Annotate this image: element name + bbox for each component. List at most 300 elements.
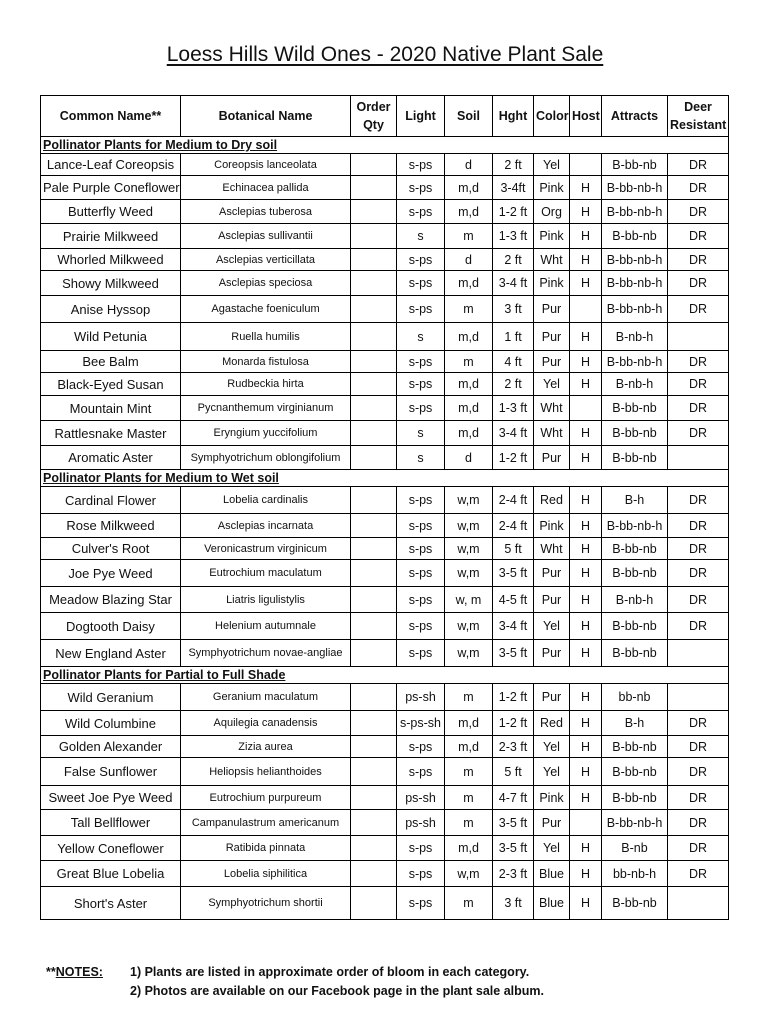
cell-deer-resistant: DR xyxy=(668,711,729,736)
header-order-line2: Qty xyxy=(363,118,384,132)
cell-host: H xyxy=(570,351,602,373)
cell-host: H xyxy=(570,538,602,560)
cell-deer-resistant: DR xyxy=(668,271,729,296)
cell-soil: m,d xyxy=(445,200,493,224)
cell-order-qty[interactable] xyxy=(351,538,397,560)
table-row xyxy=(41,446,729,470)
table-row xyxy=(41,514,729,538)
header-order-line1: Order xyxy=(356,100,391,114)
cell-deer-resistant: DR xyxy=(668,861,729,887)
table-row xyxy=(41,836,729,861)
cell-host: H xyxy=(570,446,602,470)
table-header-row xyxy=(41,96,729,137)
cell-height: 3-4 ft xyxy=(493,271,534,296)
table-row xyxy=(41,861,729,887)
cell-botanical-name: Asclepias speciosa xyxy=(181,271,351,296)
cell-host xyxy=(570,810,602,836)
notes-title: NOTES: xyxy=(55,965,103,979)
header-botanical-name: Botanical Name xyxy=(181,96,351,137)
cell-soil: w,m xyxy=(445,560,493,587)
cell-attracts: B-bb-nb xyxy=(602,421,668,446)
header-deer-line2: Resistant xyxy=(670,118,727,132)
cell-height: 2 ft xyxy=(493,249,534,271)
cell-host: H xyxy=(570,249,602,271)
cell-color: Wht xyxy=(534,421,570,446)
cell-botanical-name: Helenium autumnale xyxy=(181,613,351,640)
cell-deer-resistant xyxy=(668,323,729,351)
cell-color: Wht xyxy=(534,396,570,421)
cell-soil: w,m xyxy=(445,861,493,887)
cell-height: 3-4 ft xyxy=(493,421,534,446)
table-row xyxy=(41,684,729,711)
table-row xyxy=(41,538,729,560)
cell-deer-resistant: DR xyxy=(668,396,729,421)
table-row xyxy=(41,373,729,396)
cell-common-name: Aromatic Aster xyxy=(41,446,181,470)
cell-deer-resistant: DR xyxy=(668,514,729,538)
cell-common-name: False Sunflower xyxy=(41,758,181,786)
cell-order-qty[interactable] xyxy=(351,810,397,836)
cell-soil: m xyxy=(445,224,493,249)
cell-light: s-ps xyxy=(397,538,445,560)
page-title: Loess Hills Wild Ones - 2020 Native Plant Sale xyxy=(166,43,604,66)
header-soil: Soil xyxy=(445,96,493,137)
cell-order-qty[interactable] xyxy=(351,758,397,786)
cell-common-name: Golden Alexander xyxy=(41,736,181,758)
cell-deer-resistant: DR xyxy=(668,613,729,640)
cell-light: s-ps xyxy=(397,373,445,396)
cell-botanical-name: Eutrochium maculatum xyxy=(181,560,351,587)
cell-soil: m xyxy=(445,810,493,836)
cell-deer-resistant: DR xyxy=(668,538,729,560)
cell-attracts: B-bb-nb-h xyxy=(602,810,668,836)
cell-color: Yel xyxy=(534,373,570,396)
cell-color: Pur xyxy=(534,587,570,613)
table-row xyxy=(41,736,729,758)
cell-order-qty[interactable] xyxy=(351,421,397,446)
cell-deer-resistant: DR xyxy=(668,249,729,271)
cell-botanical-name: Veronicastrum virginicum xyxy=(181,538,351,560)
cell-soil: m xyxy=(445,684,493,711)
notes xyxy=(46,963,544,1001)
cell-order-qty[interactable] xyxy=(351,887,397,920)
cell-deer-resistant xyxy=(668,887,729,920)
cell-height: 1 ft xyxy=(493,323,534,351)
cell-light: s-ps xyxy=(397,514,445,538)
cell-deer-resistant: DR xyxy=(668,736,729,758)
cell-soil: m xyxy=(445,758,493,786)
notes-lines xyxy=(130,963,544,1001)
cell-soil: d xyxy=(445,154,493,176)
cell-host: H xyxy=(570,711,602,736)
cell-height: 1-2 ft xyxy=(493,200,534,224)
cell-common-name: Wild Columbine xyxy=(41,711,181,736)
cell-host: H xyxy=(570,613,602,640)
cell-botanical-name: Ratibida pinnata xyxy=(181,836,351,861)
cell-soil: m,d xyxy=(445,736,493,758)
note-line-1: 1) Plants are listed in approximate order of bloom in each category. xyxy=(130,965,530,979)
note-line-2: 2) Photos are available on our Facebook page in the plant sale album. xyxy=(130,984,544,998)
cell-host: H xyxy=(570,684,602,711)
cell-light: s-ps xyxy=(397,861,445,887)
cell-attracts: B-bb-nb xyxy=(602,640,668,667)
cell-deer-resistant: DR xyxy=(668,758,729,786)
table-row xyxy=(41,587,729,613)
cell-botanical-name: Geranium maculatum xyxy=(181,684,351,711)
cell-deer-resistant: DR xyxy=(668,200,729,224)
header-host: Host xyxy=(570,96,602,137)
cell-light: s-ps-sh xyxy=(397,711,445,736)
cell-botanical-name: Symphyotrichum novae-angliae xyxy=(181,640,351,667)
cell-height: 3 ft xyxy=(493,296,534,323)
cell-attracts: bb-nb-h xyxy=(602,861,668,887)
cell-color: Wht xyxy=(534,249,570,271)
cell-common-name: New England Aster xyxy=(41,640,181,667)
table-row xyxy=(41,421,729,446)
section-title: Pollinator Plants for Medium to Dry soil xyxy=(41,137,729,154)
cell-botanical-name: Liatris ligulistylis xyxy=(181,587,351,613)
cell-light: s-ps xyxy=(397,640,445,667)
cell-common-name: Tall Bellflower xyxy=(41,810,181,836)
cell-order-qty[interactable] xyxy=(351,323,397,351)
cell-height: 4 ft xyxy=(493,351,534,373)
cell-attracts: B-h xyxy=(602,711,668,736)
cell-order-qty[interactable] xyxy=(351,786,397,810)
cell-host: H xyxy=(570,224,602,249)
cell-soil: m,d xyxy=(445,176,493,200)
cell-soil: w,m xyxy=(445,487,493,514)
cell-common-name: Cardinal Flower xyxy=(41,487,181,514)
cell-host xyxy=(570,396,602,421)
cell-botanical-name: Coreopsis lanceolata xyxy=(181,154,351,176)
table-row xyxy=(41,323,729,351)
cell-deer-resistant xyxy=(668,640,729,667)
notes-prefix: ** xyxy=(46,965,56,979)
cell-host: H xyxy=(570,758,602,786)
cell-order-qty[interactable] xyxy=(351,176,397,200)
table-row xyxy=(41,396,729,421)
cell-botanical-name: Symphyotrichum oblongifolium xyxy=(181,446,351,470)
cell-deer-resistant xyxy=(668,684,729,711)
cell-order-qty[interactable] xyxy=(351,351,397,373)
cell-common-name: Prairie Milkweed xyxy=(41,224,181,249)
cell-height: 1-2 ft xyxy=(493,684,534,711)
cell-botanical-name: Asclepias sullivantii xyxy=(181,224,351,249)
cell-common-name: Bee Balm xyxy=(41,351,181,373)
cell-light: s xyxy=(397,224,445,249)
cell-order-qty[interactable] xyxy=(351,373,397,396)
cell-order-qty[interactable] xyxy=(351,514,397,538)
cell-deer-resistant xyxy=(668,446,729,470)
cell-height: 2 ft xyxy=(493,154,534,176)
table-row xyxy=(41,487,729,514)
header-light: Light xyxy=(397,96,445,137)
cell-color: Pur xyxy=(534,323,570,351)
cell-color: Yel xyxy=(534,758,570,786)
cell-attracts: B-bb-nb xyxy=(602,736,668,758)
cell-height: 4-7 ft xyxy=(493,786,534,810)
cell-order-qty[interactable] xyxy=(351,154,397,176)
cell-host: H xyxy=(570,786,602,810)
cell-light: s-ps xyxy=(397,351,445,373)
cell-color: Yel xyxy=(534,736,570,758)
cell-deer-resistant: DR xyxy=(668,487,729,514)
table-row xyxy=(41,758,729,786)
cell-soil: w,m xyxy=(445,538,493,560)
cell-deer-resistant: DR xyxy=(668,296,729,323)
cell-attracts: B-nb-h xyxy=(602,373,668,396)
notes-label xyxy=(46,963,130,982)
table-row xyxy=(41,613,729,640)
plant-table xyxy=(40,95,729,920)
header-order-qty xyxy=(351,96,397,137)
header-common-name: Common Name** xyxy=(41,96,181,137)
cell-order-qty[interactable] xyxy=(351,560,397,587)
table-row xyxy=(41,154,729,176)
cell-attracts: B-nb-h xyxy=(602,587,668,613)
cell-attracts: B-bb-nb xyxy=(602,224,668,249)
cell-botanical-name: Lobelia siphilitica xyxy=(181,861,351,887)
cell-height: 2-3 ft xyxy=(493,861,534,887)
cell-height: 2-4 ft xyxy=(493,514,534,538)
cell-light: s-ps xyxy=(397,887,445,920)
cell-common-name: Dogtooth Daisy xyxy=(41,613,181,640)
header-deer-resistant xyxy=(668,96,729,137)
cell-attracts: B-bb-nb xyxy=(602,446,668,470)
cell-attracts: bb-nb xyxy=(602,684,668,711)
cell-botanical-name: Heliopsis helianthoides xyxy=(181,758,351,786)
cell-common-name: Joe Pye Weed xyxy=(41,560,181,587)
cell-order-qty[interactable] xyxy=(351,711,397,736)
cell-color: Pink xyxy=(534,514,570,538)
cell-botanical-name: Rudbeckia hirta xyxy=(181,373,351,396)
cell-height: 2-3 ft xyxy=(493,736,534,758)
cell-botanical-name: Lobelia cardinalis xyxy=(181,487,351,514)
cell-botanical-name: Campanulastrum americanum xyxy=(181,810,351,836)
cell-attracts: B-bb-nb xyxy=(602,887,668,920)
cell-order-qty[interactable] xyxy=(351,271,397,296)
cell-deer-resistant: DR xyxy=(668,587,729,613)
cell-light: ps-sh xyxy=(397,810,445,836)
table-row xyxy=(41,176,729,200)
cell-common-name: Wild Geranium xyxy=(41,684,181,711)
cell-color: Pur xyxy=(534,351,570,373)
cell-deer-resistant: DR xyxy=(668,421,729,446)
cell-botanical-name: Asclepias tuberosa xyxy=(181,200,351,224)
cell-common-name: Sweet Joe Pye Weed xyxy=(41,786,181,810)
cell-color: Wht xyxy=(534,538,570,560)
table-row xyxy=(41,249,729,271)
cell-color: Blue xyxy=(534,887,570,920)
cell-light: s-ps xyxy=(397,249,445,271)
table-row xyxy=(41,887,729,920)
header-deer-line1: Deer xyxy=(684,100,712,114)
cell-light: s xyxy=(397,446,445,470)
cell-host: H xyxy=(570,861,602,887)
cell-soil: m,d xyxy=(445,323,493,351)
cell-attracts: B-h xyxy=(602,487,668,514)
cell-common-name: Rose Milkweed xyxy=(41,514,181,538)
cell-light: s-ps xyxy=(397,613,445,640)
cell-host: H xyxy=(570,640,602,667)
cell-botanical-name: Eutrochium purpureum xyxy=(181,786,351,810)
cell-height: 3-5 ft xyxy=(493,810,534,836)
cell-common-name: Wild Petunia xyxy=(41,323,181,351)
cell-order-qty[interactable] xyxy=(351,587,397,613)
cell-attracts: B-bb-nb xyxy=(602,396,668,421)
cell-soil: m xyxy=(445,296,493,323)
cell-order-qty[interactable] xyxy=(351,487,397,514)
cell-height: 3-5 ft xyxy=(493,836,534,861)
table-body xyxy=(41,137,729,920)
cell-soil: m,d xyxy=(445,836,493,861)
cell-height: 3-4ft xyxy=(493,176,534,200)
cell-light: ps-sh xyxy=(397,684,445,711)
cell-common-name: Anise Hyssop xyxy=(41,296,181,323)
cell-botanical-name: Eryngium yuccifolium xyxy=(181,421,351,446)
section-title: Pollinator Plants for Medium to Wet soil xyxy=(41,470,729,487)
cell-height: 2-4 ft xyxy=(493,487,534,514)
cell-color: Pur xyxy=(534,296,570,323)
cell-order-qty[interactable] xyxy=(351,200,397,224)
cell-botanical-name: Aquilegia canadensis xyxy=(181,711,351,736)
cell-attracts: B-nb xyxy=(602,836,668,861)
cell-order-qty[interactable] xyxy=(351,224,397,249)
cell-light: s-ps xyxy=(397,560,445,587)
cell-light: s-ps xyxy=(397,200,445,224)
cell-soil: w, m xyxy=(445,587,493,613)
cell-height: 4-5 ft xyxy=(493,587,534,613)
cell-light: s-ps xyxy=(397,271,445,296)
cell-light: s-ps xyxy=(397,736,445,758)
cell-attracts: B-bb-nb xyxy=(602,758,668,786)
cell-soil: m,d xyxy=(445,421,493,446)
cell-color: Pink xyxy=(534,224,570,249)
cell-deer-resistant: DR xyxy=(668,560,729,587)
cell-attracts: B-bb-nb-h xyxy=(602,296,668,323)
cell-host: H xyxy=(570,487,602,514)
cell-host: H xyxy=(570,323,602,351)
cell-botanical-name: Asclepias incarnata xyxy=(181,514,351,538)
header-height: Hght xyxy=(493,96,534,137)
table-row xyxy=(41,271,729,296)
cell-height: 3-4 ft xyxy=(493,613,534,640)
cell-color: Red xyxy=(534,711,570,736)
cell-height: 3 ft xyxy=(493,887,534,920)
cell-color: Yel xyxy=(534,613,570,640)
cell-color: Blue xyxy=(534,861,570,887)
cell-height: 2 ft xyxy=(493,373,534,396)
cell-host: H xyxy=(570,200,602,224)
cell-order-qty[interactable] xyxy=(351,640,397,667)
cell-soil: m,d xyxy=(445,373,493,396)
header-attracts: Attracts xyxy=(602,96,668,137)
cell-attracts: B-bb-nb xyxy=(602,154,668,176)
cell-order-qty[interactable] xyxy=(351,613,397,640)
cell-order-qty[interactable] xyxy=(351,296,397,323)
cell-light: s-ps xyxy=(397,296,445,323)
cell-common-name: Short's Aster xyxy=(41,887,181,920)
header-color: Color xyxy=(534,96,570,137)
cell-attracts: B-bb-nb xyxy=(602,538,668,560)
cell-color: Yel xyxy=(534,154,570,176)
cell-soil: m xyxy=(445,786,493,810)
cell-host: H xyxy=(570,373,602,396)
cell-height: 3-5 ft xyxy=(493,560,534,587)
cell-deer-resistant: DR xyxy=(668,810,729,836)
cell-botanical-name: Symphyotrichum shortii xyxy=(181,887,351,920)
cell-botanical-name: Agastache foeniculum xyxy=(181,296,351,323)
table-row xyxy=(41,560,729,587)
cell-order-qty[interactable] xyxy=(351,446,397,470)
cell-common-name: Mountain Mint xyxy=(41,396,181,421)
cell-common-name: Showy Milkweed xyxy=(41,271,181,296)
cell-botanical-name: Echinacea pallida xyxy=(181,176,351,200)
cell-light: s-ps xyxy=(397,176,445,200)
cell-order-qty[interactable] xyxy=(351,861,397,887)
table-row xyxy=(41,224,729,249)
cell-order-qty[interactable] xyxy=(351,836,397,861)
cell-botanical-name: Monarda fistulosa xyxy=(181,351,351,373)
cell-light: s-ps xyxy=(397,587,445,613)
section-header-row xyxy=(41,470,729,487)
cell-height: 3-5 ft xyxy=(493,640,534,667)
cell-host: H xyxy=(570,836,602,861)
cell-height: 1-3 ft xyxy=(493,396,534,421)
cell-height: 1-3 ft xyxy=(493,224,534,249)
cell-color: Pink xyxy=(534,271,570,296)
cell-order-qty[interactable] xyxy=(351,684,397,711)
table-row xyxy=(41,810,729,836)
cell-common-name: Rattlesnake Master xyxy=(41,421,181,446)
cell-host xyxy=(570,296,602,323)
cell-order-qty[interactable] xyxy=(351,249,397,271)
cell-soil: m,d xyxy=(445,396,493,421)
cell-color: Pink xyxy=(534,786,570,810)
cell-deer-resistant: DR xyxy=(668,176,729,200)
cell-attracts: B-bb-nb-h xyxy=(602,351,668,373)
cell-host: H xyxy=(570,176,602,200)
section-header-row xyxy=(41,137,729,154)
cell-color: Pur xyxy=(534,640,570,667)
cell-light: s-ps xyxy=(397,758,445,786)
cell-host: H xyxy=(570,736,602,758)
cell-attracts: B-bb-nb-h xyxy=(602,514,668,538)
cell-color: Pur xyxy=(534,684,570,711)
cell-common-name: Butterfly Weed xyxy=(41,200,181,224)
cell-light: ps-sh xyxy=(397,786,445,810)
cell-light: s xyxy=(397,421,445,446)
cell-height: 5 ft xyxy=(493,758,534,786)
cell-deer-resistant: DR xyxy=(668,351,729,373)
cell-attracts: B-bb-nb xyxy=(602,560,668,587)
cell-light: s-ps xyxy=(397,396,445,421)
cell-common-name: Lance-Leaf Coreopsis xyxy=(41,154,181,176)
cell-botanical-name: Asclepias verticillata xyxy=(181,249,351,271)
cell-order-qty[interactable] xyxy=(351,396,397,421)
cell-common-name: Great Blue Lobelia xyxy=(41,861,181,887)
cell-common-name: Whorled Milkweed xyxy=(41,249,181,271)
cell-color: Yel xyxy=(534,836,570,861)
cell-host xyxy=(570,154,602,176)
cell-soil: w,m xyxy=(445,640,493,667)
cell-common-name: Yellow Coneflower xyxy=(41,836,181,861)
cell-order-qty[interactable] xyxy=(351,736,397,758)
cell-soil: d xyxy=(445,446,493,470)
cell-deer-resistant: DR xyxy=(668,224,729,249)
cell-soil: d xyxy=(445,249,493,271)
cell-botanical-name: Zizia aurea xyxy=(181,736,351,758)
